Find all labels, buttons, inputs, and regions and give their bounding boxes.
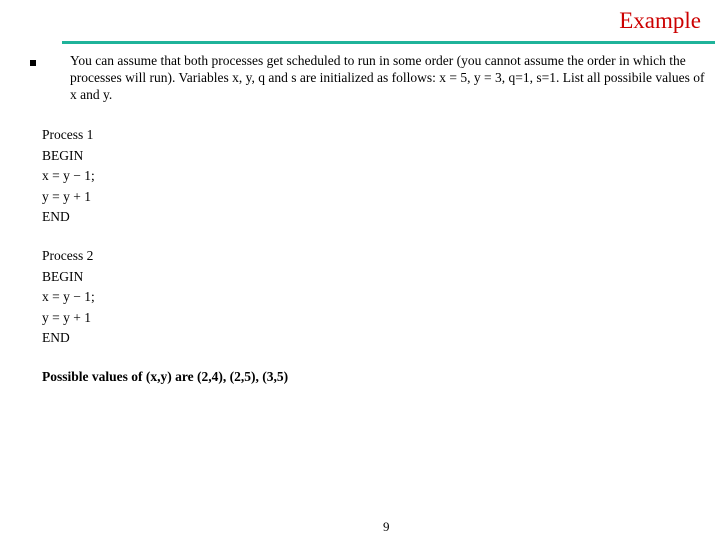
bullet-text: You can assume that both processes get scheduled to run in some order (you cannot assume the order in which the processes will run). Variables x, y, q and s are initialized as follows: x = 5, y = 3, q=1, s=1. List all possibile values of x and y. — [70, 53, 705, 102]
page-number: 9 — [383, 519, 390, 534]
process-1-line: x = y − 1; — [42, 168, 95, 183]
process-2-line: Process 2 — [42, 248, 94, 263]
process-2-line: x = y − 1; — [42, 289, 95, 304]
process-1-line: y = y + 1 — [42, 188, 91, 204]
answer-text: Possible values of (x,y) are (2,4), (2,5), (3,5) — [42, 369, 289, 384]
slide-title: Example — [619, 8, 701, 33]
process-2-line: END — [42, 330, 70, 345]
bullet-square-icon — [30, 60, 36, 66]
process-2-line: BEGIN — [42, 268, 84, 284]
process-1-line: BEGIN — [42, 147, 84, 163]
process-1-line: END — [42, 209, 70, 224]
process-2-code — [42, 246, 95, 349]
process-1-code — [42, 125, 95, 228]
process-2-line: y = y + 1 — [42, 309, 91, 325]
process-1-line: Process 1 — [42, 127, 94, 142]
title-divider — [62, 41, 715, 44]
